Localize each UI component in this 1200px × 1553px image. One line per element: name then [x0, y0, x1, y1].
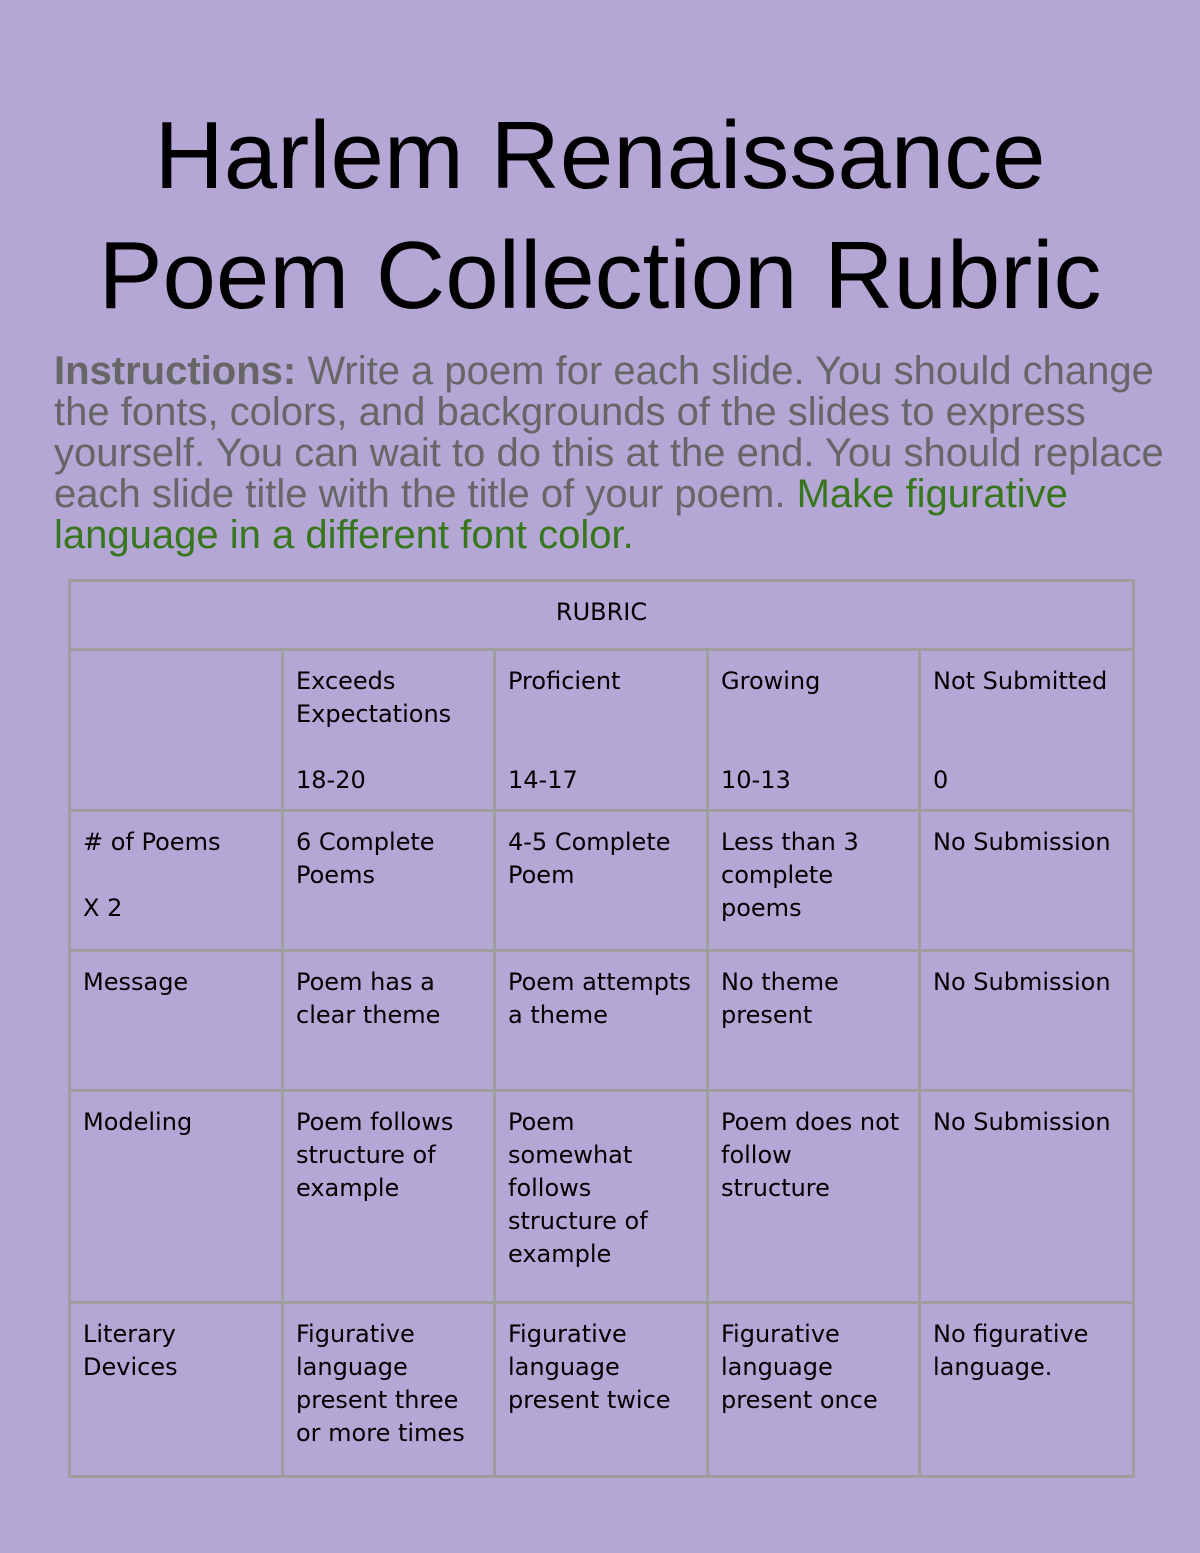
row-label: # of Poems — [83, 828, 221, 856]
instructions-paragraph — [54, 351, 1164, 556]
rubric-column-header-row — [70, 650, 1134, 811]
rubric-cell: Poem somewhat follows structure of example — [495, 1091, 708, 1303]
column-header-proficient — [495, 650, 708, 811]
rubric-row-message — [70, 951, 1134, 1091]
rubric-cell: No theme present — [708, 951, 920, 1091]
rubric-cell: No Submission — [920, 951, 1134, 1091]
rubric-table — [68, 579, 1135, 1478]
rubric-cell: Poem attempts a theme — [495, 951, 708, 1091]
row-label-cell — [70, 1091, 283, 1303]
instructions-highlight: Make figurative language in a different font color. — [54, 472, 1068, 557]
rubric-cell: Poem does not follow structure — [708, 1091, 920, 1303]
row-label: Literary Devices — [83, 1320, 178, 1381]
rubric-title-row — [70, 581, 1134, 650]
page-title — [0, 96, 1200, 336]
column-points: 14-17 — [508, 766, 578, 794]
row-sublabel: X 2 — [83, 894, 123, 922]
rubric-cell: 4-5 Complete Poem — [495, 811, 708, 951]
row-label-cell — [70, 951, 283, 1091]
empty-corner-cell — [70, 650, 283, 811]
rubric-cell: Figurative language present three or more times — [283, 1303, 495, 1477]
column-header-exceeds — [283, 650, 495, 811]
column-name: Exceeds Expectations — [296, 667, 452, 728]
instructions-text: Write a poem for each slide. You should change the fonts, colors, and backgrounds of the slides to express yourself. You can wait to do this at the end. You should replace each slide title with the title of your poem. — [54, 349, 1164, 516]
row-label: Message — [83, 968, 189, 996]
rubric-cell: Figurative language present once — [708, 1303, 920, 1477]
column-header-growing — [708, 650, 920, 811]
column-name: Proficient — [508, 667, 621, 695]
column-name: Not Submitted — [933, 667, 1108, 695]
instructions-label: Instructions: — [54, 349, 297, 393]
row-label-cell — [70, 1303, 283, 1477]
rubric-cell: Poem follows structure of example — [283, 1091, 495, 1303]
rubric-cell: Less than 3 complete poems — [708, 811, 920, 951]
rubric-title: RUBRIC — [70, 581, 1134, 650]
rubric-cell: No Submission — [920, 811, 1134, 951]
title-line-1: Harlem Renaissance — [154, 102, 1046, 209]
column-points: 10-13 — [721, 766, 791, 794]
column-points: 18-20 — [296, 766, 366, 794]
column-header-not-submitted — [920, 650, 1134, 811]
row-label: Modeling — [83, 1108, 193, 1136]
row-label-cell — [70, 811, 283, 951]
rubric-cell: No figurative language. — [920, 1303, 1134, 1477]
rubric-cell: 6 Complete Poems — [283, 811, 495, 951]
title-line-2: Poem Collection Rubric — [98, 222, 1102, 329]
column-points: 0 — [933, 766, 949, 794]
column-name: Growing — [721, 667, 821, 695]
rubric-cell: Figurative language present twice — [495, 1303, 708, 1477]
rubric-row-poems — [70, 811, 1134, 951]
rubric-cell: No Submission — [920, 1091, 1134, 1303]
rubric-row-literary-devices — [70, 1303, 1134, 1477]
rubric-row-modeling — [70, 1091, 1134, 1303]
rubric-cell: Poem has a clear theme — [283, 951, 495, 1091]
